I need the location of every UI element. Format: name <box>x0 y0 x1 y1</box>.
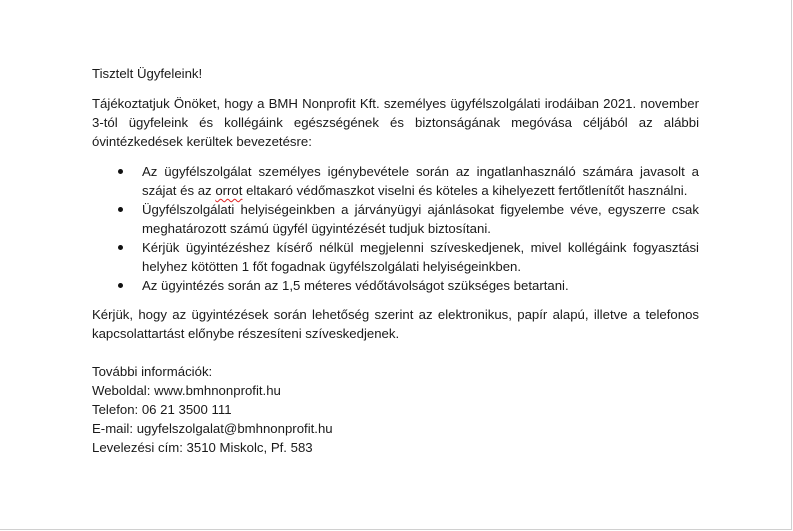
document-body <box>92 64 699 457</box>
contact-email: E-mail: ugyfelszolgalat@bmhnonprofit.hu <box>92 421 333 436</box>
list-item-text: Ügyfélszolgálati helyiségeinkben a járványügyi ajánlásokat figyelembe véve, egyszerre csak meghatározott számú ügyfél ügyintézését tudjuk biztosítani. <box>142 202 699 236</box>
intro-paragraph: Tájékoztatjuk Önöket, hogy a BMH Nonprofit Kft. személyes ügyfélszolgálati irodáiban 2021. november 3-tól ügyfeleink és kollégáink egészségének és biztonságának megóvása céljából az alábbi óvintézkedések kerültek bevezetésre: <box>92 96 699 149</box>
precautions-list <box>92 162 699 295</box>
list-item <box>92 238 699 276</box>
bullet-icon <box>118 169 123 174</box>
bullet-icon <box>118 207 123 212</box>
contact-website: Weboldal: www.bmhnonprofit.hu <box>92 383 281 398</box>
spellcheck-flagged-word: orrot <box>215 183 243 198</box>
contact-block <box>92 362 699 457</box>
closing-paragraph: Kérjük, hogy az ügyintézések során lehetőség szerint az elektronikus, papír alapú, illetve a telefonos kapcsolattartást előnybe részesíteni szíveskedjenek. <box>92 307 699 341</box>
bullet-icon <box>118 283 123 288</box>
list-item-text: Az ügyintézés során az 1,5 méteres védőtávolságot szükséges betartani. <box>142 278 569 293</box>
list-item-text: Kérjük ügyintézéshez kísérő nélkül megjelenni szíveskedjenek, mivel kollégáink fogyasztási helyhez kötötten 1 főt fogadnak ügyfélszolgálati helyiségeinkben. <box>142 240 699 274</box>
contact-phone: Telefon: 06 21 3500 111 <box>92 402 232 417</box>
list-item <box>92 162 699 200</box>
list-item <box>92 200 699 238</box>
contact-heading: További információk: <box>92 364 213 379</box>
list-item-text-start: Az ügyfélszolgálat személyes igénybevétele során az ingatlanhasználó számára javasolt a szájat és az <box>142 164 699 198</box>
list-item-text-end: eltakaró védőmaszkot viselni és köteles a kihelyezett fertőtlenítőt használni. <box>242 183 688 198</box>
bullet-icon <box>118 245 123 250</box>
list-item <box>92 276 699 295</box>
contact-mailing-address: Levelezési cím: 3510 Miskolc, Pf. 583 <box>92 440 313 455</box>
salutation: Tisztelt Ügyfeleink! <box>92 66 203 81</box>
